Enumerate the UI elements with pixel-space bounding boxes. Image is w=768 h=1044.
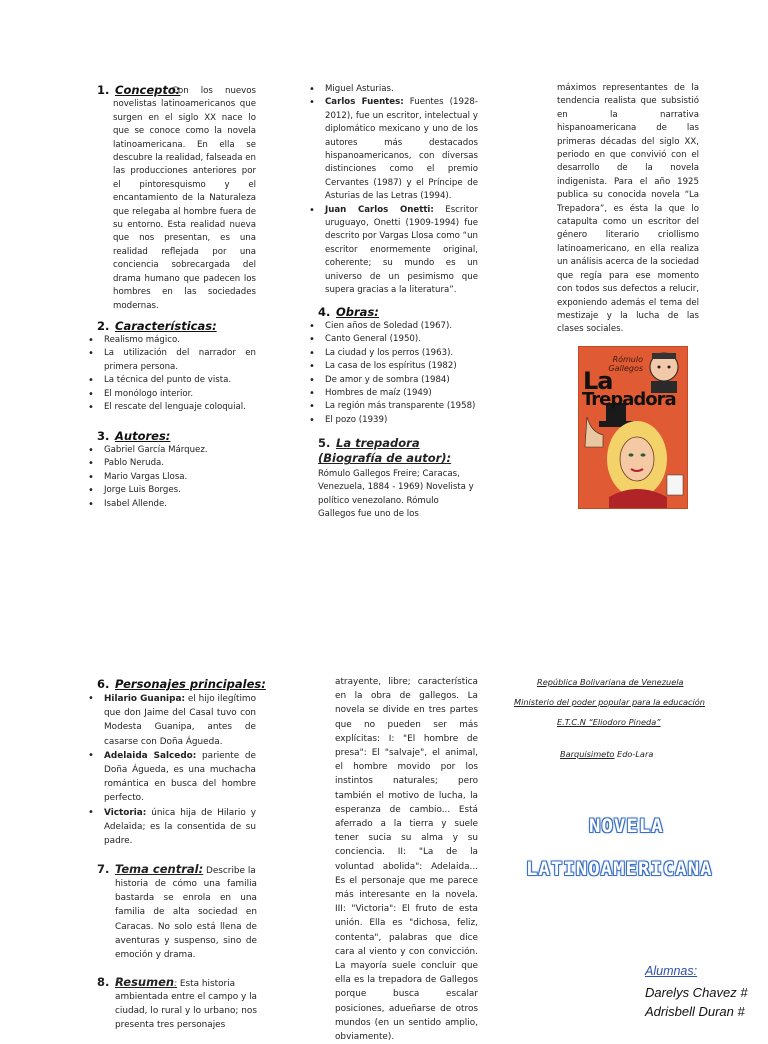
list-item — [309, 204, 478, 298]
section-number: 4. — [318, 305, 331, 319]
cover-title-line-2: Trepadora — [582, 389, 676, 410]
section-title-text: Resumen — [115, 975, 175, 989]
personajes-list — [88, 692, 256, 848]
character-name: Hilario Guanipa: — [104, 694, 185, 704]
biography-paragraph: máximos representantes de la tendencia realista que subsistió en la narrativa hispanoamericana de las primeras décadas del siglo XX, periodo en que convivió con el desarrollo de la novela indigenista. Para el año 1925 publica su conocida novela “La Trepadora”, es ésta la que lo catapulta como un escritor del género literario criollismo latinoamericano, en ella realiza un análisis acerca de la sociedad que regía para ese momento con todos sus defectos a relucir, exponiendo además el tema del mestizaje y la lucha de las clases sociales. — [557, 83, 699, 335]
list-item: • Gabriel García Márquez. — [88, 444, 256, 457]
section-title-text: Características: — [115, 319, 217, 333]
section-number: 3. — [97, 429, 110, 443]
character-description: el hijo ilegítimo que don Jaime del Casal tuvo con Modesta Guanipa, antes de casarse con Doña Águeda. — [104, 694, 257, 747]
section-number: 7. — [97, 862, 110, 876]
character-name: Adelaida Salcedo: — [104, 750, 197, 761]
section-number: 1. — [97, 83, 110, 97]
autores-cont-list — [309, 83, 478, 298]
list-item: • Canto General (1950). — [309, 333, 478, 346]
character-description: única hija de Hilario y Adelaida; es la consentida de su padre. — [104, 807, 256, 847]
list-item: • Pablo Neruda. — [88, 457, 256, 470]
list-item — [309, 96, 478, 203]
concepto-text — [113, 85, 256, 313]
student-name-1: Darelys Chavez # — [645, 985, 748, 1000]
resumen-paragraph: ambientada entre el campo y la ciudad, lo rural y lo urbano; nos presenta tres personajes — [115, 992, 257, 1031]
section-2-title — [97, 319, 217, 333]
list-item: • Realismo mágico. — [88, 334, 256, 347]
section-5 — [318, 437, 478, 521]
list-item: • La utilización del narrador en primera persona. — [88, 347, 256, 374]
list-item: • El pozo (1939) — [309, 414, 478, 427]
biography-text: Rómulo Gallegos Freire; Caracas, Venezuela, 1884 - 1969) Novelista y político venezolano. Rómulo Gallegos fue uno de los — [318, 468, 474, 520]
obras-list — [309, 320, 478, 427]
section-3-title — [97, 429, 170, 443]
concepto-paragraph: Con los nuevos novelistas latinoamericanos que surgen en el siglo XX nace lo que se conoce como la novela latinoamericana. En ella se descubre la realidad, falseada en las producciones anteriores por el pintoresquismo y el encantamiento de la Naturaleza que relegaba al hombre fuera de su entorno. Esta realidad nueva que nos presentan, es una realidad reflejada por una conciencia sobrecargada del drama humano que padecen los hombres en las sociedades modernas. — [113, 86, 256, 311]
list-item: • De amor y de sombra (1984) — [309, 374, 478, 387]
character-description: pariente de Doña Águeda, es una muchacha romántica en busca del hombre perfecto. — [104, 750, 256, 804]
list-item: • Cien años de Soledad (1967). — [309, 320, 478, 333]
cover-author: Rómulo Gallegos — [608, 355, 643, 373]
list-item — [88, 806, 256, 849]
resumen-colon: : — [174, 979, 178, 989]
section-6-title — [97, 677, 266, 691]
author-name: Juan Carlos Onetti: — [325, 204, 434, 215]
resumen-continued — [335, 675, 478, 1044]
biography-continued — [557, 82, 699, 337]
list-item: • La región más transparente (1958) — [309, 400, 478, 413]
city: Barquisimeto — [560, 749, 615, 759]
section-8 — [97, 975, 257, 989]
state: Edo-Lara — [614, 749, 654, 759]
tema-paragraph: historia de cómo una familia bastarda se enrola en una familia de alta sociedad en Caracas. No solo está llena de aventuras y suspenso, sino de emoción y drama. — [115, 879, 257, 961]
section-title-text: Concepto: — [115, 83, 181, 97]
author-name: Carlos Fuentes: — [325, 97, 404, 108]
section-4-title — [318, 305, 379, 319]
list-item: • Miguel Asturias. — [309, 83, 478, 96]
location-line — [560, 749, 653, 759]
list-item: • El monólogo interior. — [88, 388, 256, 401]
alumnas-label: Alumnas: — [645, 964, 698, 978]
document-title-line-2: LATINOAMERICANA — [526, 858, 713, 880]
list-item: • La técnica del punto de vista. — [88, 374, 256, 387]
section-7 — [97, 862, 257, 876]
list-item: • La casa de los espíritus (1982) — [309, 360, 478, 373]
caracteristicas-list — [88, 334, 256, 414]
author-description: Escritor uruguayo, Onetti (1909-1994) fue descrito por Vargas Llosa como “un escritor enormemente original, coherente; su mundo es un universo de un pesimismo que supera gracias a la literatura”. — [325, 204, 478, 296]
resumen-lead: Esta historia — [177, 979, 236, 989]
author-description: Fuentes (1928-2012), fue un escritor, intelectual y diplomático mexicano y uno de los autores más destacados hispanoamericanos, con diversas distinciones como el premio Cervantes (1987) y el Príncipe de Asturias de las Letras (1994). — [325, 97, 478, 202]
section-title-text: Tema central: — [115, 862, 204, 876]
section-title-text: Autores: — [115, 429, 171, 443]
list-item: • Hombres de maíz (1949) — [309, 387, 478, 400]
list-item: • El rescate del lenguaje coloquial. — [88, 401, 256, 414]
institution-line-3: E.T.C.N “Eliodoro Pineda” — [557, 717, 661, 727]
resumen-text — [115, 990, 257, 1033]
section-title-text: La trepadora (Biografía de autor): — [318, 436, 452, 466]
list-item: • Mario Vargas Llosa. — [88, 471, 256, 484]
resumen-continued-paragraph: atrayente, libre; característica en la obra de gallegos. La novela se divide en tres partes que no pueden ser más explícitas: I: "El hombre de presa": El "salvaje", el animal, el hombre movido por los instintos naturales; pero también el motivo de lucha, la esperanza de cambio... Está aferrado a la tierra y suele tener sucia su alma y su conciencia. II: "La de la voluntad abolida": Adelaida... Es el personaje que me parece más interesante en la novela. III: "Victoria": El fruto de esta unión. Ella es "dichosa, feliz, contenta", palabras que dice cara al viento y con convicción. La mayoría suele concluir que ella es la trepadora de Gallegos porque busca escalar posiciones, adueñarse de otros mundos (en un sentido amplio, obviamente). — [335, 677, 478, 1043]
section-number: 5. — [318, 436, 331, 450]
section-number: 2. — [97, 319, 110, 333]
document-title-line-1: NOVELA — [589, 815, 664, 837]
tema-text — [115, 877, 257, 962]
section-title-text: Obras: — [336, 305, 379, 319]
institution-line-2: Ministerio del poder popular para la educación — [514, 697, 705, 707]
tema-lead: Describe la — [203, 866, 256, 876]
autores-list — [88, 444, 256, 511]
cover-title-line-1: La — [583, 367, 613, 395]
book-cover-image — [579, 347, 687, 508]
list-item — [88, 749, 256, 806]
list-item: • Isabel Allende. — [88, 498, 256, 511]
list-item — [88, 692, 256, 749]
section-title-text: Personajes principales: — [115, 677, 266, 691]
student-name-2: Adrisbell Duran # — [645, 1004, 745, 1019]
list-item: • La ciudad y los perros (1963). — [309, 347, 478, 360]
section-number: 6. — [97, 677, 110, 691]
section-number: 8. — [97, 975, 110, 989]
character-name: Victoria: — [104, 807, 147, 818]
list-item: • Jorge Luis Borges. — [88, 484, 256, 497]
institution-line-1: República Bolivariana de Venezuela — [537, 677, 684, 687]
